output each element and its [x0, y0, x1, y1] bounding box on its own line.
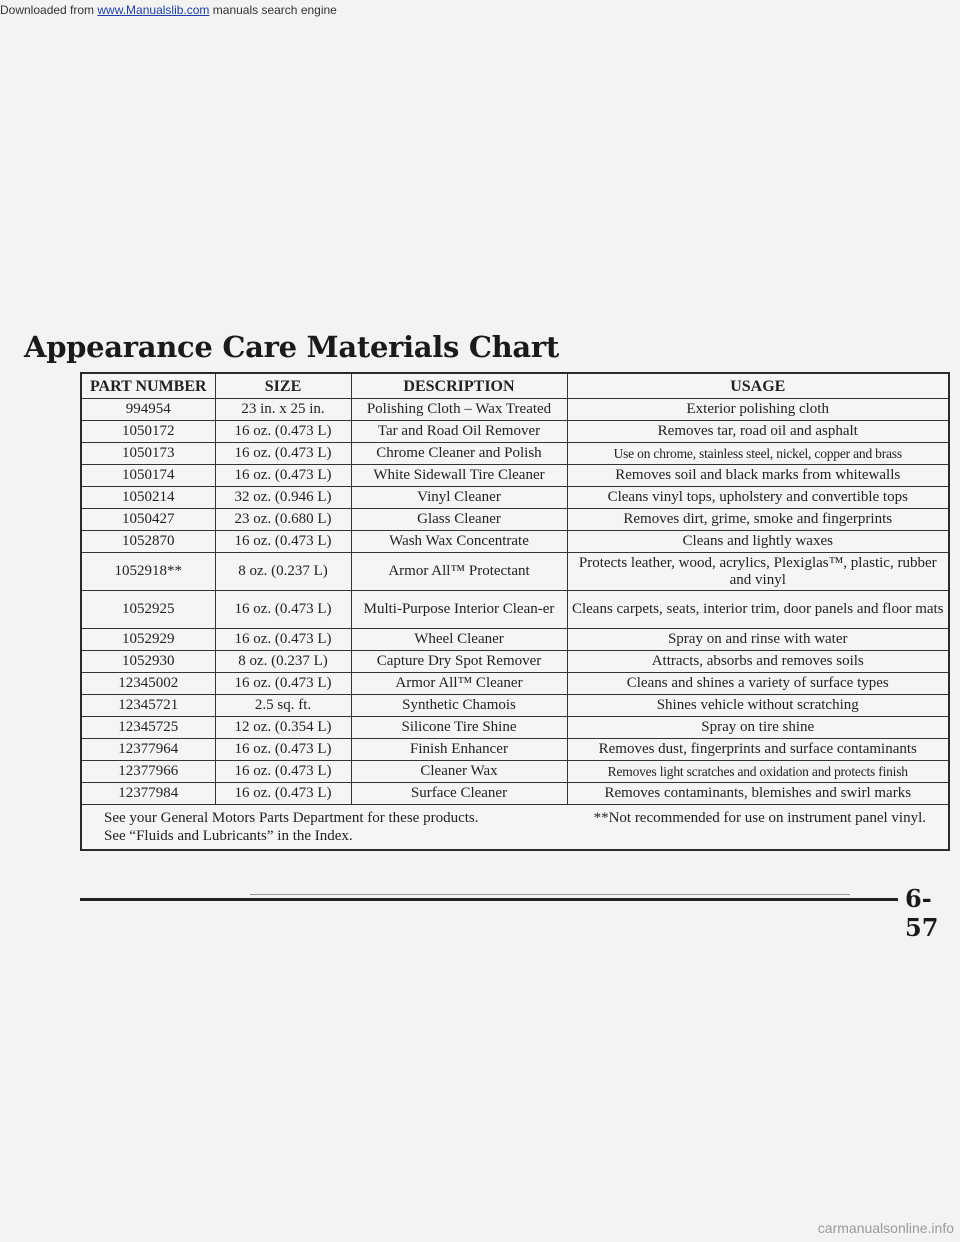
size-cell: 16 oz. (0.473 L) [215, 783, 351, 805]
header-description: DESCRIPTION [351, 373, 567, 399]
size-cell: 16 oz. (0.473 L) [215, 629, 351, 651]
description-cell: Cleaner Wax [351, 761, 567, 783]
banner-prefix: Downloaded from [0, 3, 98, 17]
header-part-number: PART NUMBER [81, 373, 215, 399]
footnote-not-recommended: **Not recommended for use on instrument panel vinyl. [593, 810, 926, 826]
description-cell: White Sidewall Tire Cleaner [351, 465, 567, 487]
part-number-cell: 1052870 [81, 531, 215, 553]
page-title: Appearance Care Materials Chart [24, 330, 559, 364]
description-cell: Silicone Tire Shine [351, 717, 567, 739]
size-cell: 8 oz. (0.237 L) [215, 651, 351, 673]
table-row [81, 399, 949, 421]
size-cell: 23 in. x 25 in. [215, 399, 351, 421]
table-row [81, 739, 949, 761]
part-number-cell: 1052930 [81, 651, 215, 673]
size-cell: 23 oz. (0.680 L) [215, 509, 351, 531]
size-cell: 16 oz. (0.473 L) [215, 739, 351, 761]
usage-cell: Cleans vinyl tops, upholstery and convertible tops [567, 487, 949, 509]
usage-cell: Cleans carpets, seats, interior trim, door panels and floor mats [567, 591, 949, 629]
size-cell: 16 oz. (0.473 L) [215, 673, 351, 695]
table-row [81, 531, 949, 553]
part-number-cell: 12377966 [81, 761, 215, 783]
part-number-cell: 12345002 [81, 673, 215, 695]
part-number-cell: 1050172 [81, 421, 215, 443]
description-cell: Vinyl Cleaner [351, 487, 567, 509]
description-cell: Armor All™ Protectant [351, 553, 567, 591]
size-cell: 16 oz. (0.473 L) [215, 421, 351, 443]
part-number-cell: 1052918** [81, 553, 215, 591]
part-number-cell: 12377984 [81, 783, 215, 805]
usage-cell: Removes tar, road oil and asphalt [567, 421, 949, 443]
size-cell: 8 oz. (0.237 L) [215, 553, 351, 591]
table-footer-row [81, 805, 949, 851]
table-row [81, 651, 949, 673]
usage-cell: Cleans and lightly waxes [567, 531, 949, 553]
usage-cell: Removes soil and black marks from whitewalls [567, 465, 949, 487]
description-cell: Capture Dry Spot Remover [351, 651, 567, 673]
part-number-cell: 1050214 [81, 487, 215, 509]
usage-cell: Attracts, absorbs and removes soils [567, 651, 949, 673]
usage-cell: Cleans and shines a variety of surface types [567, 673, 949, 695]
page-number: 6-57 [905, 884, 939, 942]
header-size: SIZE [215, 373, 351, 399]
part-number-cell: 12377964 [81, 739, 215, 761]
description-cell: Finish Enhancer [351, 739, 567, 761]
footnote-parts-department: See your General Motors Parts Department for these products. [104, 810, 479, 826]
size-cell: 12 oz. (0.354 L) [215, 717, 351, 739]
part-number-cell: 1052929 [81, 629, 215, 651]
manualslib-link[interactable]: www.Manualslib.com [97, 3, 210, 17]
usage-cell: Spray on and rinse with water [567, 629, 949, 651]
usage-cell: Protects leather, wood, acrylics, Plexiglas™, plastic, rubber and vinyl [567, 553, 949, 591]
description-cell: Glass Cleaner [351, 509, 567, 531]
description-cell: Tar and Road Oil Remover [351, 421, 567, 443]
size-cell: 16 oz. (0.473 L) [215, 591, 351, 629]
description-cell: Multi-Purpose Interior Clean-er [351, 591, 567, 629]
part-number-cell: 12345725 [81, 717, 215, 739]
description-cell: Armor All™ Cleaner [351, 673, 567, 695]
part-number-cell: 12345721 [81, 695, 215, 717]
usage-cell: Removes contaminants, blemishes and swirl marks [567, 783, 949, 805]
part-number-cell: 1050427 [81, 509, 215, 531]
usage-cell: Shines vehicle without scratching [567, 695, 949, 717]
table-row [81, 783, 949, 805]
size-cell: 16 oz. (0.473 L) [215, 443, 351, 465]
usage-cell: Use on chrome, stainless steel, nickel, copper and brass [567, 443, 949, 465]
table-header-row [81, 373, 949, 399]
part-number-cell: 1052925 [81, 591, 215, 629]
usage-cell: Removes dust, fingerprints and surface contaminants [567, 739, 949, 761]
description-cell: Wheel Cleaner [351, 629, 567, 651]
table-row [81, 717, 949, 739]
description-cell: Polishing Cloth – Wax Treated [351, 399, 567, 421]
usage-cell: Spray on tire shine [567, 717, 949, 739]
size-cell: 16 oz. (0.473 L) [215, 761, 351, 783]
part-number-cell: 994954 [81, 399, 215, 421]
table-row [81, 553, 949, 591]
table-row [81, 509, 949, 531]
care-materials-table [80, 372, 950, 851]
size-cell: 2.5 sq. ft. [215, 695, 351, 717]
table-row [81, 443, 949, 465]
banner-suffix: manuals search engine [209, 3, 337, 17]
description-cell: Synthetic Chamois [351, 695, 567, 717]
page-rule-shadow [250, 894, 850, 895]
size-cell: 16 oz. (0.473 L) [215, 531, 351, 553]
footnote-see-index: See “Fluids and Lubricants” in the Index. [104, 828, 353, 844]
carmanuals-watermark: carmanualsonline.info [817, 1220, 954, 1236]
table-row [81, 695, 949, 717]
table-row [81, 673, 949, 695]
table-row [81, 421, 949, 443]
table-row [81, 487, 949, 509]
usage-cell: Removes dirt, grime, smoke and fingerprints [567, 509, 949, 531]
table-row [81, 465, 949, 487]
table-footnote [81, 805, 949, 851]
usage-cell: Exterior polishing cloth [567, 399, 949, 421]
table-row [81, 591, 949, 629]
table-row [81, 629, 949, 651]
description-cell: Chrome Cleaner and Polish [351, 443, 567, 465]
description-cell: Surface Cleaner [351, 783, 567, 805]
size-cell: 16 oz. (0.473 L) [215, 465, 351, 487]
table-row [81, 761, 949, 783]
header-usage: USAGE [567, 373, 949, 399]
description-cell: Wash Wax Concentrate [351, 531, 567, 553]
part-number-cell: 1050173 [81, 443, 215, 465]
page-rule [80, 898, 898, 901]
size-cell: 32 oz. (0.946 L) [215, 487, 351, 509]
usage-cell: Removes light scratches and oxidation and protects finish [567, 761, 949, 783]
part-number-cell: 1050174 [81, 465, 215, 487]
download-banner [0, 0, 960, 20]
